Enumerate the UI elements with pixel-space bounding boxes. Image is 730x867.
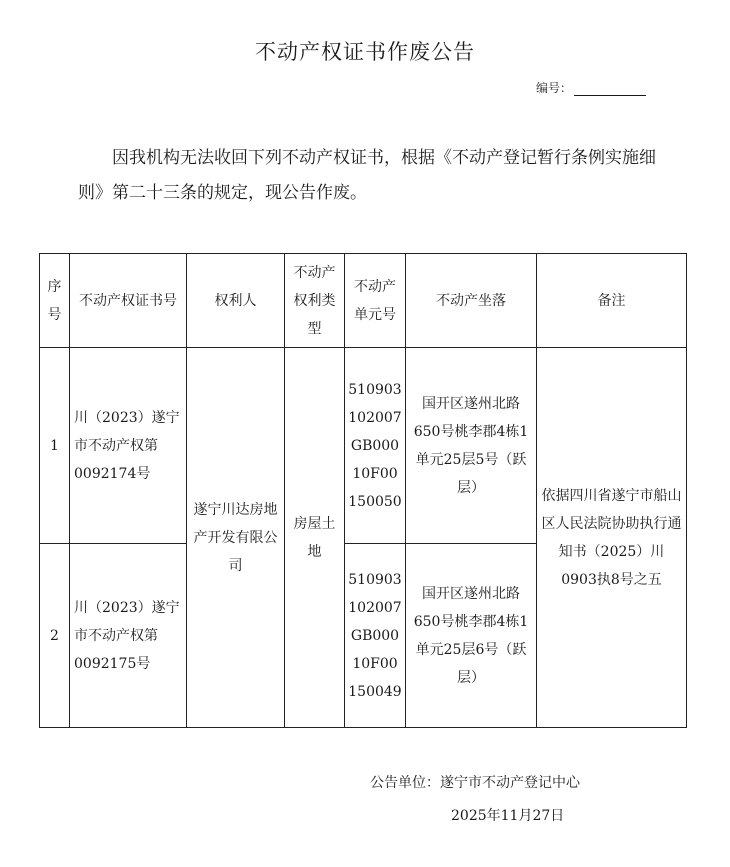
certificate-table [39, 253, 687, 728]
row-remark: 依据四川省遂宁市船山区人民法院协助执行通知书（2025）川0903执8号之五 [537, 348, 687, 728]
row-seq: 1 [40, 348, 70, 544]
row-cert-no: 川（2023）遂宁市不动产权第0092175号 [70, 544, 187, 728]
header-location: 不动产坐落 [406, 254, 537, 348]
row-location: 国开区遂州北路650号桃李郡4栋1单元25层5号（跃层） [406, 348, 537, 544]
issuer: 公告单位：遂宁市不动产登记中心 [370, 775, 580, 791]
row-unit-no: 510903102007GB00010F00150050 [345, 348, 406, 544]
row-unit-no: 510903102007GB00010F00150049 [345, 544, 406, 728]
header-owner: 权利人 [187, 254, 285, 348]
row-right-type: 房屋土地 [285, 348, 345, 728]
header-cert-no: 不动产权证书号 [70, 254, 187, 348]
row-location: 国开区遂州北路650号桃李郡4栋1单元25层6号（跃层） [406, 544, 537, 728]
header-remark: 备注 [537, 254, 687, 348]
header-right-type: 不动产权利类型 [285, 254, 345, 348]
document-number-blank [574, 83, 646, 96]
header-seq: 序号 [40, 254, 70, 348]
table-header-row [40, 254, 687, 348]
table-row [40, 348, 687, 544]
document-number-label: 编号： [536, 81, 573, 95]
page-title: 不动产权证书作废公告 [255, 40, 475, 64]
row-owner: 遂宁川达房地产开发有限公司 [187, 348, 285, 728]
intro-paragraph: 因我机构无法收回下列不动产权证书，根据《不动产登记暂行条例实施细则》第二十三条的规定，现公告作废。 [78, 148, 656, 203]
issue-date: 2025年11月27日 [451, 808, 565, 824]
row-seq: 2 [40, 544, 70, 728]
row-cert-no: 川（2023）遂宁市不动产权第0092174号 [70, 348, 187, 544]
header-unit-no: 不动产单元号 [345, 254, 406, 348]
document-number [536, 79, 646, 96]
